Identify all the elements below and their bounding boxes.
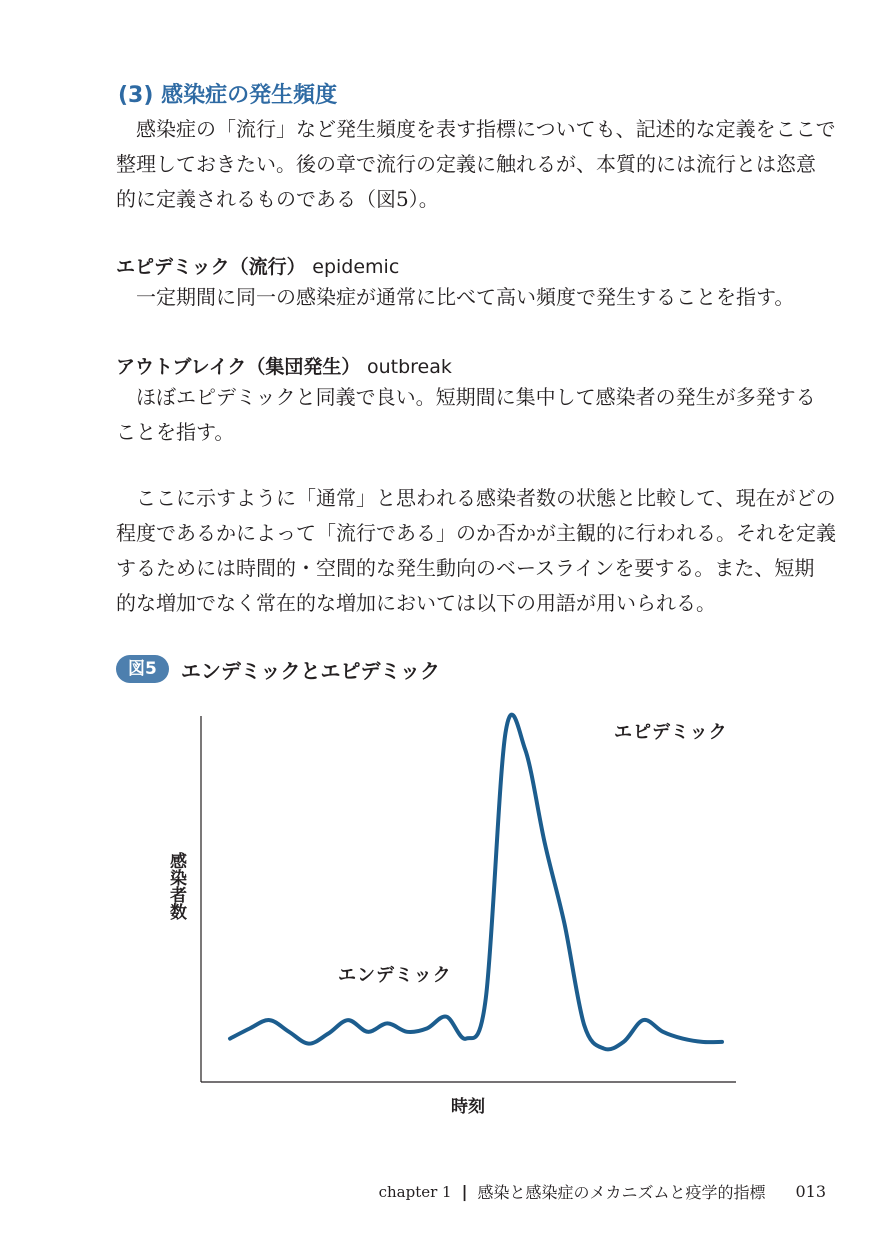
term-desc-line: ほぼエピデミックと同義で良い。短期間に集中して感染者の発生が多発する xyxy=(136,385,816,409)
series-line xyxy=(230,715,722,1050)
body-line: するためには時間的・空間的な発生動向のベースラインを要する。また、短期 xyxy=(116,556,815,580)
body-line: 的な増加でなく常在的な増加においては以下の用語が用いられる。 xyxy=(116,591,716,615)
term-name-en: epidemic xyxy=(312,256,400,278)
term-name-ja: アウトブレイク（集団発生） xyxy=(116,356,361,378)
term-desc-line: ことを指す。 xyxy=(116,420,235,444)
intro-line: 感染症の「流行」など発生頻度を表す指標についても、記述的な定義をここで xyxy=(136,117,836,141)
figure-title: エンデミックとエピデミック xyxy=(180,658,441,683)
footer-title: 感染と感染症のメカニズムと疫学的指標 xyxy=(477,1183,766,1202)
figure-badge: 図5 xyxy=(116,655,169,683)
epidemic-annotation: エピデミック xyxy=(614,722,728,743)
footer-separator: | xyxy=(461,1182,468,1201)
section-title: (3) 感染症の発生頻度 xyxy=(118,83,338,108)
body-line: ここに示すように「通常」と思われる感染者数の状態と比較して、現在がどの xyxy=(136,486,836,510)
term-desc-line: 一定期間に同一の感染症が通常に比べて高い頻度で発生することを指す。 xyxy=(136,285,795,309)
intro-line: 整理しておきたい。後の章で流行の定義に触れるが、本質的には流行とは恣意 xyxy=(116,152,816,176)
term-name-ja: エピデミック（流行） xyxy=(116,256,306,278)
page-footer xyxy=(379,1180,826,1203)
page-number: 013 xyxy=(795,1182,826,1201)
x-axis-label: 時刻 xyxy=(451,1097,485,1117)
endemic-annotation: エンデミック xyxy=(338,965,452,986)
footer-chapter: chapter 1 xyxy=(378,1182,452,1201)
term-name-en: outbreak xyxy=(366,356,452,378)
body-line: 程度であるかによって「流行である」のか否かが主観的に行われる。それを定義 xyxy=(116,521,836,545)
y-axis-label: 感染者数 xyxy=(166,852,186,920)
intro-line: 的に定義されるものである（図5）。 xyxy=(116,187,439,211)
